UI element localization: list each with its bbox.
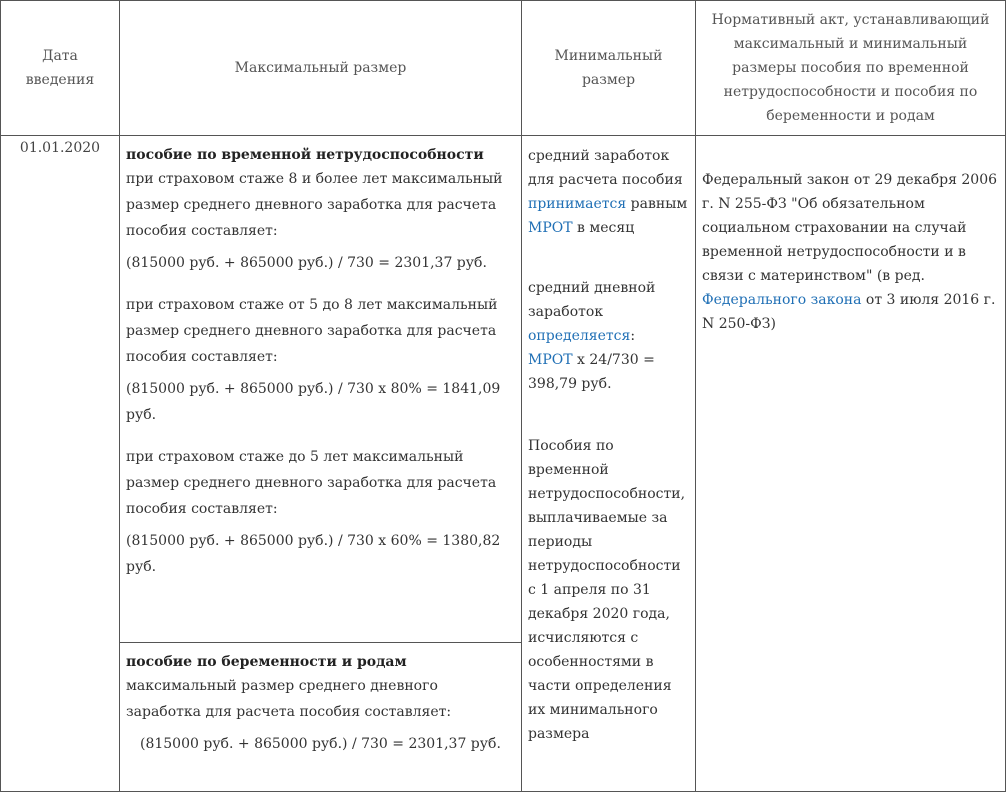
- link-prinimaetsya[interactable]: принимается: [528, 196, 627, 212]
- date-cell: 01.01.2020: [1, 136, 120, 792]
- sick-p1: при страховом стаже 8 и более лет максимальный размер среднего дневного заработка для расчета пособия составляет:: [126, 171, 503, 239]
- min-a: средний заработок для расчета пособия принимается равным МРОТ в месяц: [528, 148, 688, 236]
- act-cell: Федеральный закон от 29 декабря 2006 г. N 255-ФЗ "Об обязательном социальном страховании на случай временной нетрудоспособности и в связи с материнством" (в ред. Федерального закона от 3 июля 2016 г. N 250-ФЗ): [696, 136, 1006, 792]
- sick-p2: при страховом стаже от 5 до 8 лет максимальный размер среднего дневного заработка для расчета пособия составляет:: [126, 297, 498, 365]
- maternity-title: пособие по беременности и родам: [126, 654, 407, 670]
- data-row: [1, 136, 1006, 792]
- min-cell: [522, 136, 696, 792]
- header-row: [1, 1, 1006, 136]
- link-federal-law[interactable]: Федерального закона: [702, 292, 862, 308]
- header-act: Нормативный акт, устанавливающий максимальный и минимальный размеры пособия по временной нетрудоспособности и пособия по беременности и родам: [696, 1, 1006, 136]
- header-min: Минимальный размер: [522, 1, 696, 136]
- sick-f2: (815000 руб. + 865000 руб.) / 730 x 80% = 1841,09 руб.: [126, 381, 501, 423]
- link-mrot[interactable]: МРОТ: [528, 220, 573, 236]
- max-cell: [120, 136, 522, 792]
- header-date: Дата введения: [1, 1, 120, 136]
- link-opredelyaetsya[interactable]: определяется: [528, 328, 631, 344]
- sick-f3: (815000 руб. + 865000 руб.) / 730 x 60% = 1380,82 руб.: [126, 533, 501, 575]
- header-max: Максимальный размер: [120, 1, 522, 136]
- maternity-f1: (815000 руб. + 865000 руб.) / 730 = 2301,37 руб.: [140, 736, 501, 752]
- maternity-p1: максимальный размер среднего дневного заработка для расчета пособия составляет:: [126, 678, 452, 720]
- sick-f1: (815000 руб. + 865000 руб.) / 730 = 2301,37 руб.: [126, 255, 487, 271]
- sick-p3: при страховом стаже до 5 лет максимальный размер среднего дневного заработка для расчета пособия составляет:: [126, 449, 497, 517]
- sick-title: пособие по временной нетрудоспособности: [126, 147, 484, 163]
- link-mrot-2[interactable]: МРОТ: [528, 352, 573, 368]
- min-c: Пособия по временной нетрудоспособности, выплачиваемые за периоды нетрудоспособности с 1 апреля по 31 декабря 2020 года, исчисляются с особенностями в части определения их минимального размера: [528, 438, 686, 742]
- min-b: средний дневной заработок определяется: МРОТ x 24/730 = 398,79 руб.: [528, 280, 656, 392]
